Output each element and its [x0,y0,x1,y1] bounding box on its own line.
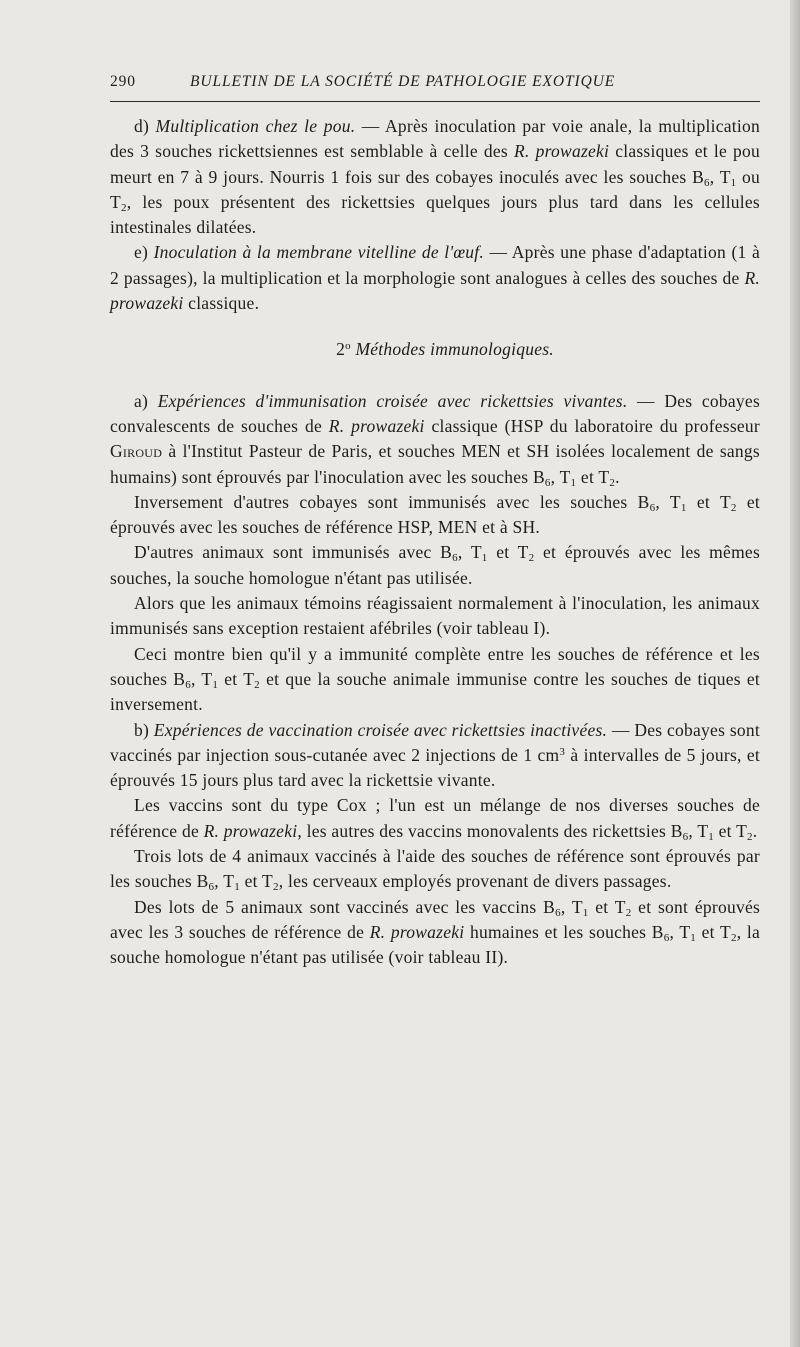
strain-t2: $T_2$ [110,191,127,214]
strain-b6: $B_6$ [651,921,670,944]
paragraph-temoins [110,591,760,642]
paragraph-autres-animaux: D'autres animaux sont immunisés avec $B_6$, $T_1$ et $T_2$ et éprouvés avec les mêmes souches, la souche homologue n'étant pas utilisée. [110,542,761,588]
strain-t2: $T_2$ [262,871,279,894]
text: à l'Institut Pasteur de Paris, et souches MEN et SH isolées localement de sangs humains) sont éprouvés par l'inoculation avec les souches [110,441,760,487]
subsection-title: Multiplication chez le pou. [155,116,356,136]
text: et éprouvés avec les souches de référence HSP, MEN et à SH. [110,491,761,538]
strain-t1: $T_1$ [571,896,589,919]
item-label: b) [134,719,150,740]
paragraph-vaccination [110,718,760,794]
strain-t2: $T_2$ [720,921,737,944]
paragraph-lots-cinq: Des lots de 5 animaux sont vaccinés avec les vaccins $B_6$, $T_1$ et $T_2$ et sont éprouvés avec les 3 souches de référence de R. prowazeki humaines et les souches $B_6$, $T_1$ et $T_2$, la souche homologue n'étant pas utilisée (voir tableau II). [110,896,761,968]
text: et [701,921,715,942]
text: — Des cobayes sont vaccinés par injection sous-cutanée avec 2 injections de 1 cm [110,719,761,765]
person-name: Giroud [110,441,163,462]
text: et éprouvés avec les mêmes souches, la souche homologue n'étant pas utilisée. [110,542,761,588]
header-rule [110,101,760,102]
text: — Après une phase d'adaptation (1 à 2 passages), la multiplication et la morphologie sont analogues à celles des souches de [110,242,761,288]
text: et [224,668,238,689]
degree-mark: o [345,340,351,353]
strain-b6: $B_6$ [532,466,551,489]
text: classiques et le pou meurt en 7 à 9 jours. Nourris 1 fois sur des cobayes inoculés avec les souches [110,141,761,187]
text: et que la souche animale immunise contre les souches de tiques et inversement. [110,668,761,715]
section-title: Méthodes immunologiques. [355,339,554,360]
text: et [595,896,609,917]
section-number: 2 [336,339,346,360]
strain-t2: $T_2$ [517,542,535,565]
text: et [580,466,595,487]
paragraph-trois-lots: Trois lots de 4 animaux vaccinés à l'aide des souches de référence sont éprouvés par les souches $B_6$, $T_1$ et $T_2$, les cerveaux employés provenant de divers passages. [110,846,760,894]
text: , les autres des vaccins monovalents des rickettsies [297,820,667,841]
body-text [110,114,760,971]
running-title: BULLETIN DE LA SOCIÉTÉ DE PATHOLOGIE EXOTIQUE [190,73,616,90]
page-edge-shadow [790,0,800,1347]
subsection-title: Expériences de vaccination croisée avec rickettsies inactivées. [153,719,608,740]
text: humaines et les souches [469,921,647,942]
strain-b6: $B_6$ [543,896,561,919]
strain-t2: $T_2$ [719,491,737,514]
text: Des lots de 5 animaux sont vaccinés avec les vaccins [134,896,537,917]
strain-t1: $T_1$ [201,668,219,691]
strain-t2: $T_2$ [598,466,616,489]
paragraph-immunisation: a) Expériences d'immunisation croisée avec rickettsies vivantes. — Des cobayes convalescents de souches de R. prowazeki classique (HSP du laboratoire du professeur Giroud à l'Institut Pasteur de Paris, et souches MEN et SH isolées localement de sangs humains) sont éprouvés par l'inoculation avec les souches $B_6$, $T_1$ et $T_2$. [110,390,761,489]
text: , les cerveaux employés provenant de divers passages. [278,871,672,892]
text: et sont éprouvés avec les 3 souches de référence de [110,896,761,942]
subsection-title: Inoculation à la membrane vitelline de l'œuf. [153,242,485,263]
running-header [110,73,760,99]
text: et [696,491,710,512]
strain-t2: $T_2$ [614,896,632,919]
cubic-exponent: 3 [559,745,566,758]
item-label: d) [134,116,150,136]
paragraph-multiplication-pou: d) Multiplication chez le pou. — Après inoculation par voie anale, la multiplication des 3 souches rickettsiennes est semblable à celle des R. prowazeki classiques et le pou meurt en 7 à 9 jours. Nourris 1 fois sur des cobayes inoculés avec les souches $B_6$, $T_1$ ou $T_2$, les poux présentent des rickettsies quelques jours plus tard dans les cellules intestinales dilatées. [110,116,761,238]
strain-t2: $T_2$ [736,820,753,843]
strain-b6: $B_6$ [637,491,656,514]
text: et [718,820,732,841]
text: — Après inoculation par voie anale, la multiplication des 3 souches rickettsiennes est semblable à celle des [110,116,761,162]
species-name: R. prowazeki [110,267,761,314]
text: classique (HSP du laboratoire du professeur [431,415,761,436]
text: Inversement d'autres cobayes sont immunisés avec les souches [134,491,628,512]
strain-t1: $T_1$ [223,871,240,894]
strain-t1: $T_1$ [719,166,737,189]
text: Alors que les animaux témoins réagissaient normalement à l'inoculation, les animaux immunisés sans exception restaient afébriles (voir tableau I). [110,593,760,639]
text: Trois lots de 4 animaux vaccinés à l'aide des souches de référence sont éprouvés par les souches [110,846,760,892]
strain-b6: $B_6$ [670,820,689,843]
strain-t1: $T_1$ [697,820,715,843]
text: Ceci montre bien qu'il y a immunité complète entre les souches de référence et les souches [110,643,760,689]
strain-b6: $B_6$ [196,871,215,894]
subsection-title: Expériences d'immunisation croisée avec rickettsies vivantes. [157,390,628,411]
text: et [244,871,258,892]
text: , les poux présentent des rickettsies quelques jours plus tard dans les cellules intestinales dilatées. [110,191,760,238]
text: Les vaccins sont du type Cox ; l'un est un mélange de nos diverses souches de référence de [110,795,760,841]
text: , la souche homologue n'étant pas utilisée (voir tableau II). [110,921,761,968]
species-name: R. prowazeki [203,820,298,841]
text: D'autres animaux sont immunisés avec [134,542,432,563]
strain-t1: $T_1$ [669,491,687,514]
strain-t1: $T_1$ [679,921,697,944]
paragraph-inoculation-vitelline [110,240,760,316]
text: — Des cobayes convalescents de souches de [110,390,761,436]
section-heading [110,337,760,362]
strain-b6: $B_6$ [440,542,458,565]
species-name: R. prowazeki [369,921,465,942]
strain-b6: $B_6$ [173,668,191,691]
page-number: 290 [110,73,136,90]
text: ou [742,166,761,187]
species-name: R. prowazeki [328,415,425,436]
paragraph-immunite: Ceci montre bien qu'il y a immunité complète entre les souches de référence et les souches $B_6$, $T_1$ et $T_2$ et que la souche animale immunise contre les souches de tiques et inversement. [110,643,761,715]
text: à intervalles de 5 jours, et éprouvés 15 jours plus tard avec la rickettsie vivante. [110,744,761,791]
item-label: a) [134,390,149,411]
item-label: e) [134,242,149,263]
strain-b6: $B_6$ [692,166,710,189]
strain-t1: $T_1$ [559,466,577,489]
species-name: R. prowazeki [514,141,610,162]
text: et [496,542,510,563]
text: classique. [188,293,260,314]
paragraph-vaccins-cox: Les vaccins sont du type Cox ; l'un est un mélange de nos diverses souches de référence de R. prowazeki, les autres des vaccins monovalents des rickettsies $B_6$, $T_1$ et $T_2$. [110,795,760,843]
strain-t1: $T_1$ [470,542,488,565]
paragraph-inversement: Inversement d'autres cobayes sont immunisés avec les souches $B_6$, $T_1$ et $T_2$ et éprouvés avec les souches de référence HSP, MEN et à SH. [110,491,761,538]
strain-t2: $T_2$ [243,668,260,691]
